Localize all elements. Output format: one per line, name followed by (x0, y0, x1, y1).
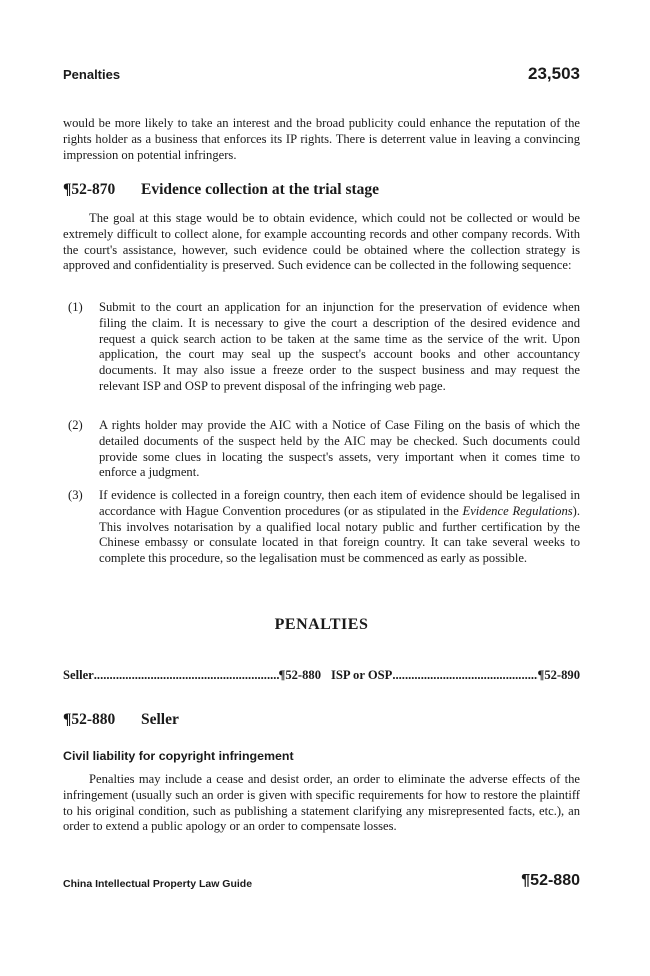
footer-publication-title: China Intellectual Property Law Guide (63, 878, 253, 890)
list-item-text: A rights holder may provide the AIC with a Notice of Case Filing on the basis of which the detailed documents of the suspect held by the AIC may be checked. Such documents could provide some clues in locating the suspect's assets, very important when it comes time to enforce a judgment. (99, 418, 580, 480)
footer-paragraph-reference: ¶52-880 (521, 872, 580, 889)
table-of-contents (63, 668, 580, 686)
section-heading-52-880 (63, 711, 580, 729)
section-intro-paragraph: The goal at this stage would be to obtain evidence, which could not be collected or would be extremely difficult to collect alone, for example accounting records and other company records. With the court's assistance, however, such evidence could be obtained where the collection strategy is approved and confidentiality is preserved. Such evidence can be collected in the following sequence: (63, 211, 580, 273)
toc-reference: ¶52-890 (537, 668, 580, 682)
section-heading-52-870 (63, 181, 580, 199)
part-heading-penalties: PENALTIES (274, 616, 369, 633)
list-item (63, 418, 580, 481)
list-item (63, 300, 580, 395)
toc-leader-dots (392, 668, 537, 683)
list-item (63, 488, 580, 567)
toc-label: ISP or OSP (331, 668, 393, 682)
toc-label: Seller (63, 668, 94, 682)
toc-entry-isp-osp[interactable] (331, 668, 580, 683)
toc-reference: ¶52-880 (278, 668, 321, 682)
toc-leader-dots (94, 668, 279, 683)
penalties-paragraph: Penalties may include a cease and desist order, an order to eliminate the adverse effects of the infringement (usually such an order is given with specific requirements for how to restore the plaintiff to his original condition, such as publishing a statement clarifying any misrepresented facts, etc.), an order to extend a public apology or an order to compensate losses. (63, 772, 580, 834)
running-header-section: Penalties (63, 67, 121, 82)
list-item-text (99, 488, 580, 567)
running-header-page-number: 23,503 (528, 64, 580, 83)
section-title: Seller (141, 711, 179, 728)
subheading-civil-liability: Civil liability for copyright infringement (63, 749, 294, 763)
toc-entry-seller[interactable] (63, 668, 321, 683)
section-number: ¶52-880 (63, 711, 116, 728)
section-number: ¶52-870 (63, 181, 116, 198)
list-item-text-end: ). This involves notarisation by a qualified local notary public and further certification by the Chinese embassy or consulate located in that foreign country. It can take several weeks to complete this procedure, so the legalisation must be commenced as early as possible. (99, 503, 580, 566)
section-title: Evidence collection at the trial stage (141, 181, 380, 198)
list-marker: (2) (68, 418, 83, 432)
continuation-paragraph: would be more likely to take an interest and the broad publicity could enhance the reputation of the rights holder as a business that enforces its IP rights. There is deterrent value in leaving a convincing impression on potential infringers. (63, 116, 580, 162)
list-marker: (1) (68, 300, 83, 314)
list-item-text-start: If evidence is collected in a foreign country, then each item of evidence should be legalised in accordance with Hague Convention procedures (or as stipulated in the (99, 488, 580, 518)
regulation-title: Evidence Regulations (462, 503, 573, 518)
list-marker: (3) (68, 488, 83, 502)
running-header (63, 64, 580, 86)
list-item-text: Submit to the court an application for an injunction for the preservation of evidence when filing the claim. It is necessary to give the court a description of the desired evidence and request a quick search action to be taken at the same time as the service of the writ. Upon application, the court may seal up the suspect's account books and other accountancy documents. It may also issue a freeze order to the suspect business and may request the relevant ISP and OSP to prevent disposal of the infringing web page. (99, 300, 580, 393)
